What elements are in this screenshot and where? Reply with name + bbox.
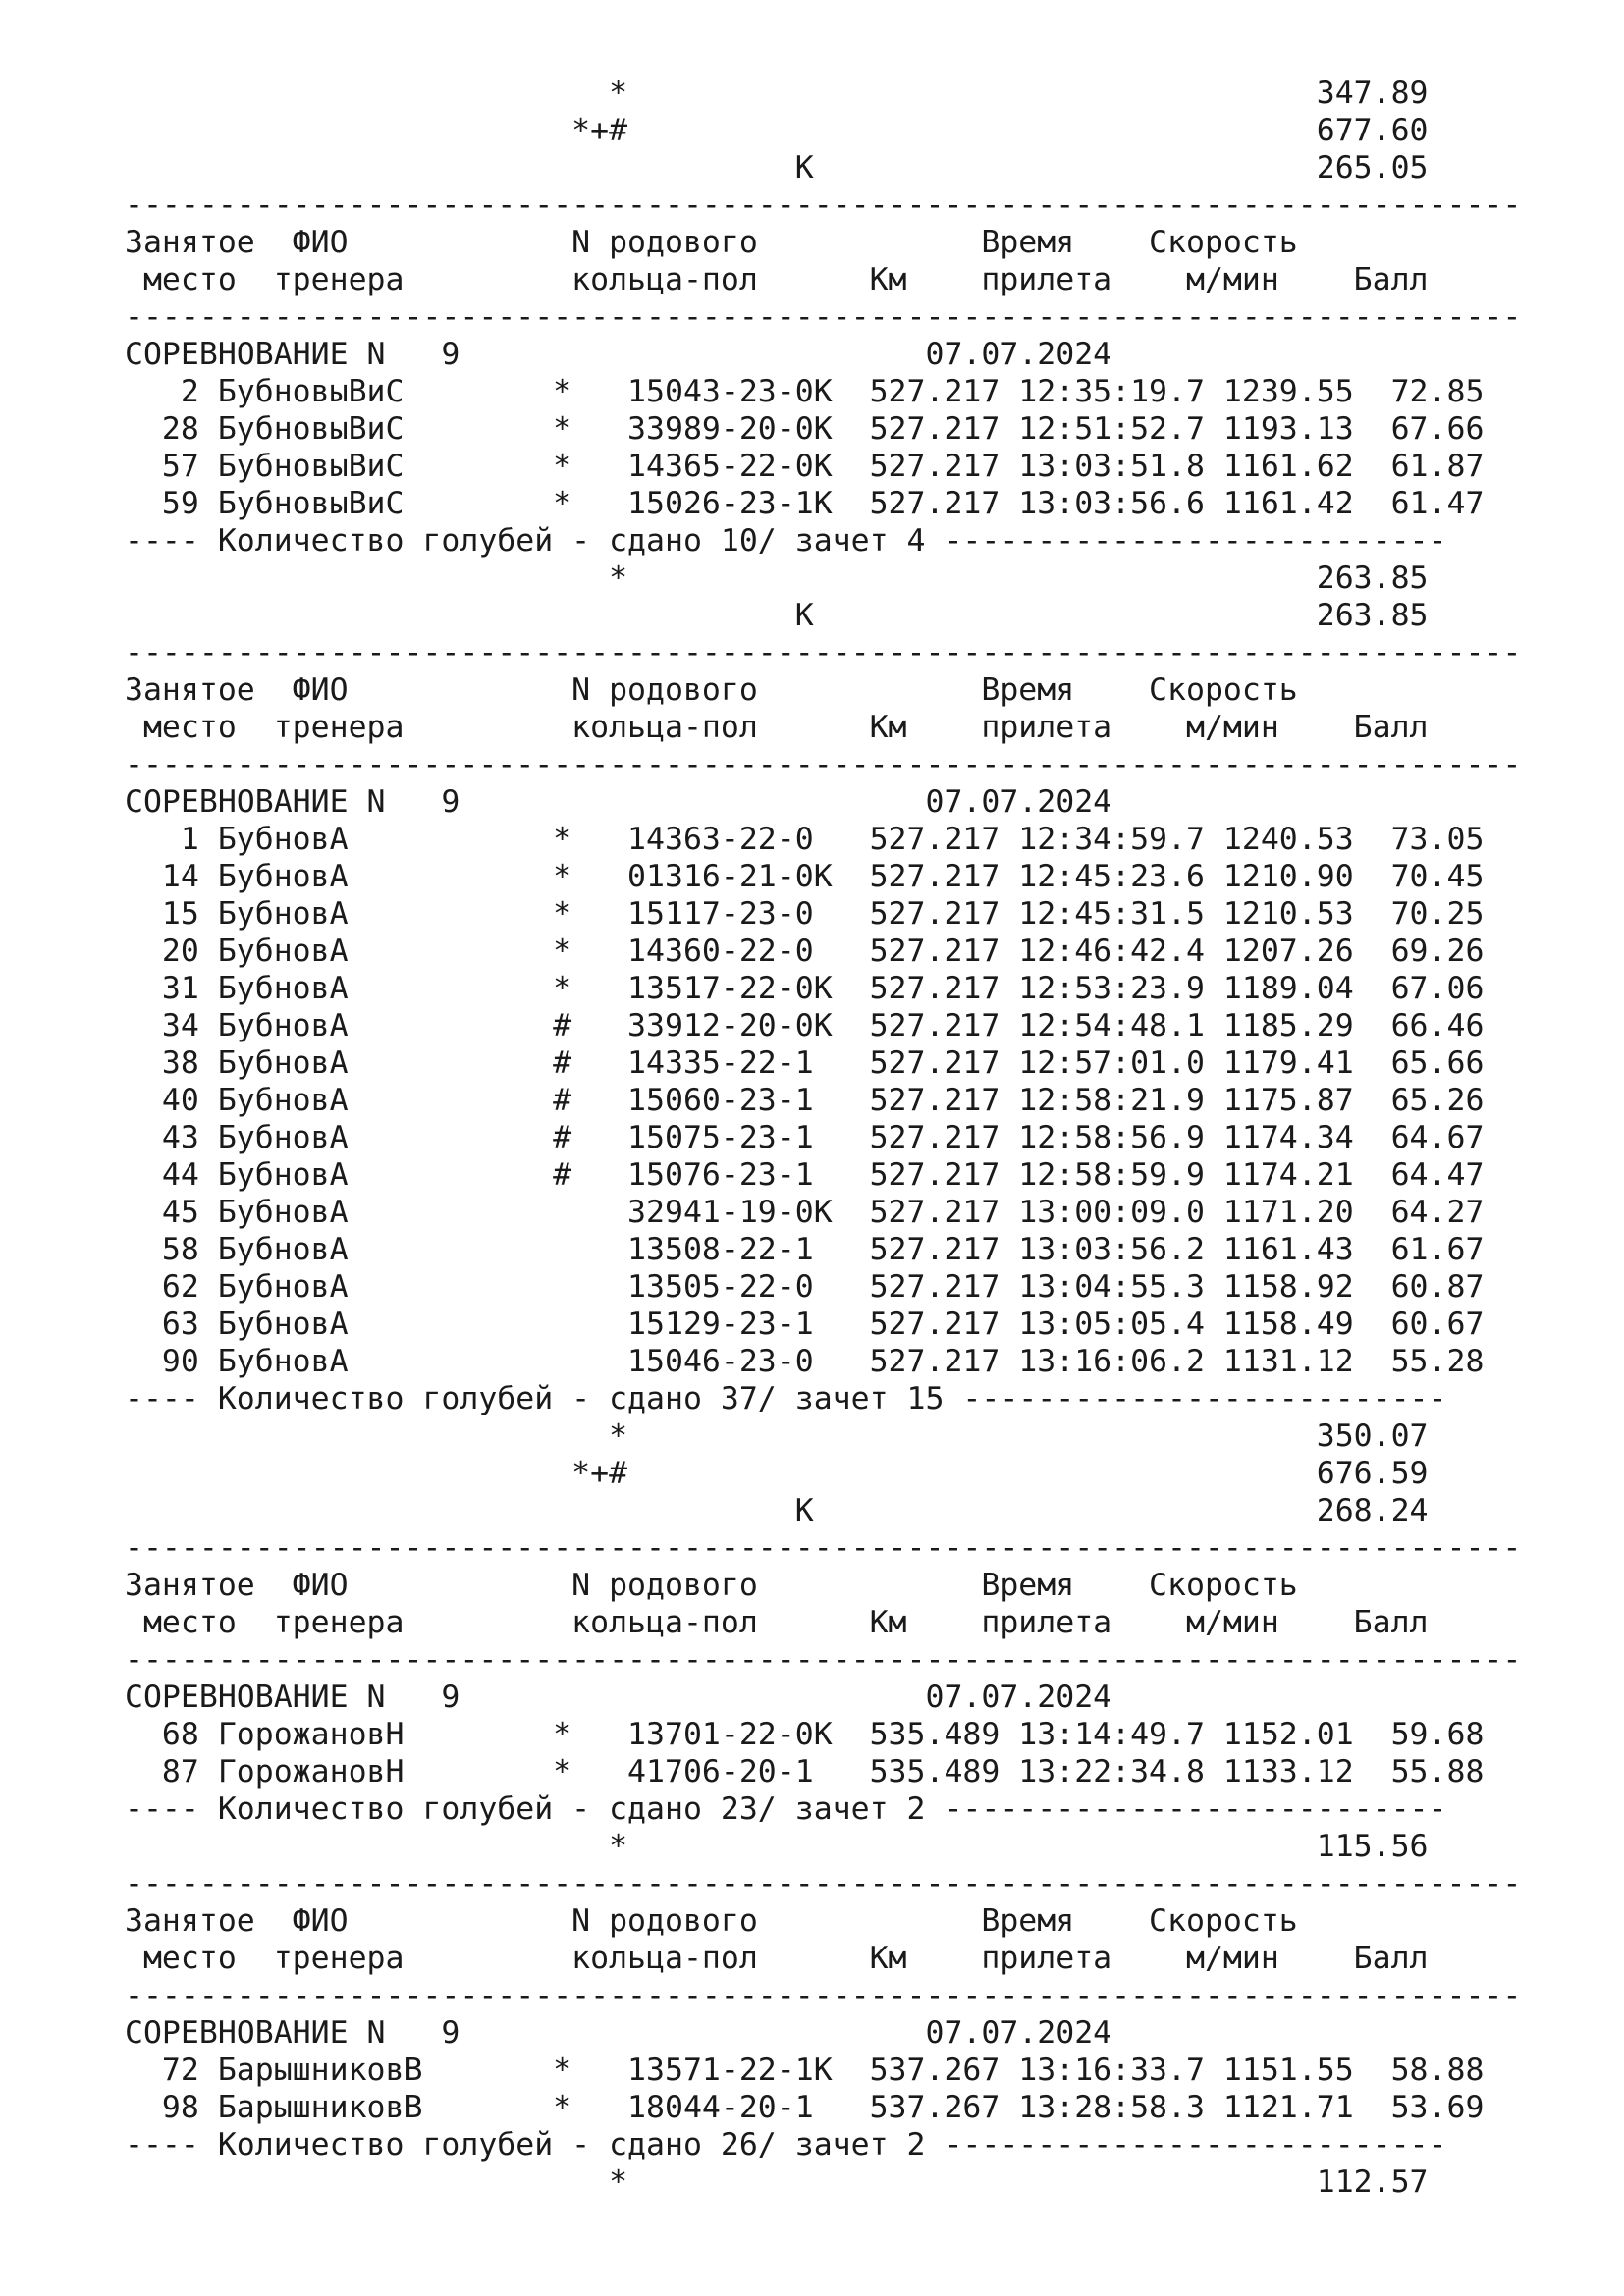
report-line: ---- Количество голубей - сдано 10/ зачет 4 ---------------------------: [125, 523, 1447, 559]
report-line: ---- Количество голубей - сдано 23/ зачет 2 ---------------------------: [125, 1791, 1447, 1827]
report-line: место тренера кольца-пол Км прилета м/мин Балл: [125, 710, 1429, 745]
report-line: К 268.24: [125, 1493, 1429, 1528]
report-line: 68 ГорожановН * 13701-22-0К 535.489 13:14:49.7 1152.01 59.68: [125, 1717, 1485, 1752]
report-line: Занятое ФИО N родового Время Скорость: [125, 1903, 1298, 1939]
report-line: 87 ГорожановН * 41706-20-1 535.489 13:22:34.8 1133.12 55.88: [125, 1754, 1485, 1789]
report-line: 63 БубновА 15129-23-1 527.217 13:05:05.4 1158.49 60.67: [125, 1307, 1485, 1342]
report-line: 14 БубновА * 01316-21-0К 527.217 12:45:23.6 1210.90 70.45: [125, 859, 1485, 894]
report-line: 72 БарышниковВ * 13571-22-1К 537.267 13:16:33.7 1151.55 58.88: [125, 2053, 1485, 2088]
report-line: К 263.85: [125, 598, 1429, 633]
report-line: * 112.57: [125, 2164, 1429, 2200]
report-line: Занятое ФИО N родового Время Скорость: [125, 1568, 1298, 1603]
report-line: 43 БубновА # 15075-23-1 527.217 12:58:56.9 1174.34 64.67: [125, 1120, 1485, 1155]
results-printout: [125, 75, 1521, 2201]
report-line: 2 БубновыВиС * 15043-23-0К 527.217 12:35:19.7 1239.55 72.85: [125, 374, 1485, 409]
report-line: 62 БубновА 13505-22-0 527.217 13:04:55.3 1158.92 60.87: [125, 1269, 1485, 1305]
report-line: *+# 677.60: [125, 113, 1429, 148]
report-line: 57 БубновыВиС * 14365-22-0К 527.217 13:03:51.8 1161.62 61.87: [125, 449, 1485, 484]
report-line: ---------------------------------------------------------------------------: [125, 1978, 1522, 2013]
report-line: ---------------------------------------------------------------------------: [125, 1530, 1522, 1566]
report-line: 31 БубновА * 13517-22-0К 527.217 12:53:23.9 1189.04 67.06: [125, 971, 1485, 1006]
report-line: ---- Количество голубей - сдано 26/ зачет 2 ---------------------------: [125, 2127, 1447, 2163]
report-line: СОРЕВНОВАНИЕ N 9 07.07.2024: [125, 2015, 1112, 2051]
report-line: 59 БубновыВиС * 15026-23-1К 527.217 13:03:56.6 1161.42 61.47: [125, 486, 1485, 521]
report-line: 40 БубновА # 15060-23-1 527.217 12:58:21.9 1175.87 65.26: [125, 1083, 1485, 1118]
report-line: ---------------------------------------------------------------------------: [125, 1866, 1522, 1901]
report-line: 98 БарышниковВ * 18044-20-1 537.267 13:28:58.3 1121.71 53.69: [125, 2090, 1485, 2125]
report-line: К 265.05: [125, 150, 1429, 186]
report-line: ---------------------------------------------------------------------------: [125, 635, 1522, 670]
report-line: СОРЕВНОВАНИЕ N 9 07.07.2024: [125, 784, 1112, 820]
report-line: 38 БубновА # 14335-22-1 527.217 12:57:01.0 1179.41 65.66: [125, 1045, 1485, 1081]
report-line: * 347.89: [125, 76, 1429, 111]
report-line: место тренера кольца-пол Км прилета м/мин Балл: [125, 1941, 1429, 1976]
report-line: место тренера кольца-пол Км прилета м/мин Балл: [125, 1605, 1429, 1640]
report-line: 58 БубновА 13508-22-1 527.217 13:03:56.2 1161.43 61.67: [125, 1232, 1485, 1267]
report-line: ---------------------------------------------------------------------------: [125, 187, 1522, 223]
report-line: Занятое ФИО N родового Время Скорость: [125, 672, 1298, 708]
report-line: 45 БубновА 32941-19-0К 527.217 13:00:09.0 1171.20 64.27: [125, 1195, 1485, 1230]
report-line: 28 БубновыВиС * 33989-20-0К 527.217 12:51:52.7 1193.13 67.66: [125, 411, 1485, 447]
report-line: 20 БубновА * 14360-22-0 527.217 12:46:42.4 1207.26 69.26: [125, 934, 1485, 969]
report-line: ---------------------------------------------------------------------------: [125, 1642, 1522, 1678]
report-line: 44 БубновА # 15076-23-1 527.217 12:58:59.9 1174.21 64.47: [125, 1157, 1485, 1193]
report-line: ---- Количество голубей - сдано 37/ зачет 15 --------------------------: [125, 1381, 1447, 1416]
report-line: ---------------------------------------------------------------------------: [125, 747, 1522, 782]
report-line: Занятое ФИО N родового Время Скорость: [125, 225, 1298, 260]
report-line: 90 БубновА 15046-23-0 527.217 13:16:06.2 1131.12 55.28: [125, 1344, 1485, 1379]
report-line: ---------------------------------------------------------------------------: [125, 299, 1522, 335]
report-line: 1 БубновА * 14363-22-0 527.217 12:34:59.7 1240.53 73.05: [125, 822, 1485, 857]
report-line: * 115.56: [125, 1829, 1429, 1864]
report-line: СОРЕВНОВАНИЕ N 9 07.07.2024: [125, 337, 1112, 372]
report-line: СОРЕВНОВАНИЕ N 9 07.07.2024: [125, 1680, 1112, 1715]
report-line: * 263.85: [125, 561, 1429, 596]
report-line: *+# 676.59: [125, 1456, 1429, 1491]
report-line: 15 БубновА * 15117-23-0 527.217 12:45:31.5 1210.53 70.25: [125, 896, 1485, 932]
report-line: 34 БубновА # 33912-20-0К 527.217 12:54:48.1 1185.29 66.46: [125, 1008, 1485, 1043]
report-line: * 350.07: [125, 1418, 1429, 1454]
report-line: место тренера кольца-пол Км прилета м/мин Балл: [125, 262, 1429, 297]
